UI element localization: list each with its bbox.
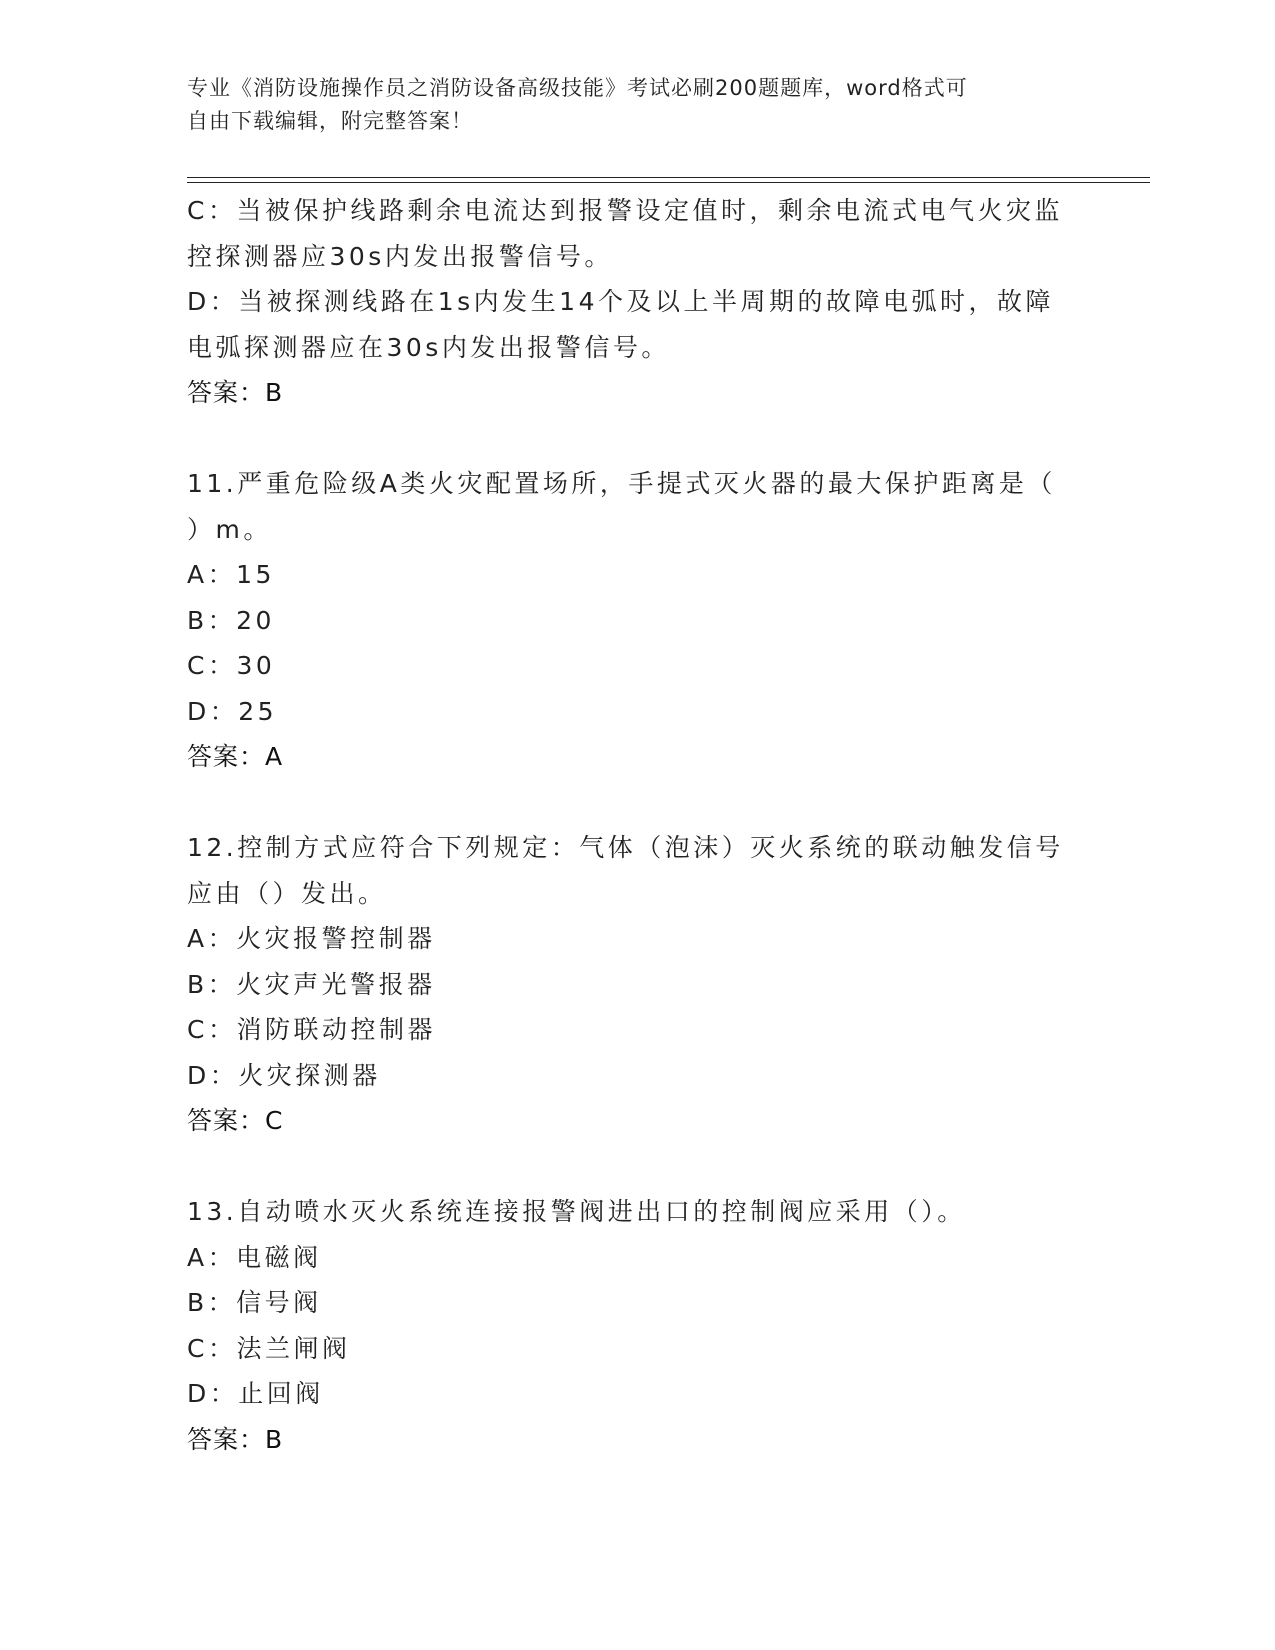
spacer: [187, 416, 1087, 462]
option-d-continued: 电弧探测器应在30s内发出报警信号。: [187, 332, 670, 362]
option-a: A：15: [187, 560, 275, 589]
header-line-1: 专业《消防设施操作员之消防设备高级技能》考试必刷200题题库，word格式可: [187, 76, 968, 100]
option-a: A：电磁阀: [187, 1242, 322, 1272]
header-line-2: 自由下载编辑，附完整答案！: [187, 109, 473, 133]
question-stem: 13.自动喷水灭火系统连接报警阀进出口的控制阀应采用（）。: [187, 1197, 966, 1226]
answer-line: 答案：A: [187, 742, 284, 771]
option-a: A：火灾报警控制器: [187, 924, 436, 953]
spacer: [187, 780, 1087, 826]
option-c: C：当被保护线路剩余电流达到报警设定值时，剩余电流式电气火灾监: [187, 196, 1063, 225]
question-stem: 11.严重危险级A类火灾配置场所，手提式灭火器的最大保护距离是（: [187, 469, 1056, 498]
spacer: [187, 1144, 1087, 1190]
header-divider-top: [187, 177, 1150, 178]
option-d: D：当被探测线路在1s内发生14个及以上半周期的故障电弧时，故障: [187, 287, 1054, 316]
option-c: C：30: [187, 651, 276, 680]
option-b: B：火灾声光警报器: [187, 969, 436, 999]
question-11: [187, 461, 1087, 780]
option-b: B：20: [187, 605, 275, 635]
header-divider-bottom: [187, 182, 1150, 183]
answer-line: 答案：C: [187, 1106, 284, 1135]
document-body: [187, 188, 1087, 1462]
question-12: [187, 825, 1087, 1144]
question-10-continued: [187, 188, 1087, 416]
question-stem: 12.控制方式应符合下列规定：气体（泡沫）灭火系统的联动触发信号: [187, 833, 1064, 862]
question-13: [187, 1189, 1087, 1462]
option-d: D：25: [187, 696, 278, 726]
answer-line: 答案：B: [187, 378, 284, 407]
option-c-continued: 控探测器应30s内发出报警信号。: [187, 241, 613, 271]
option-c: C：法兰闸阀: [187, 1333, 351, 1363]
option-b: B：信号阀: [187, 1288, 322, 1317]
page-header: [187, 72, 1087, 138]
option-c: C：消防联动控制器: [187, 1015, 436, 1044]
option-d: D：止回阀: [187, 1379, 324, 1408]
question-stem-continued: ）m。: [187, 514, 272, 544]
answer-line: 答案：B: [187, 1424, 284, 1454]
option-d: D：火灾探测器: [187, 1060, 381, 1090]
question-stem-continued: 应由（）发出。: [187, 878, 387, 908]
